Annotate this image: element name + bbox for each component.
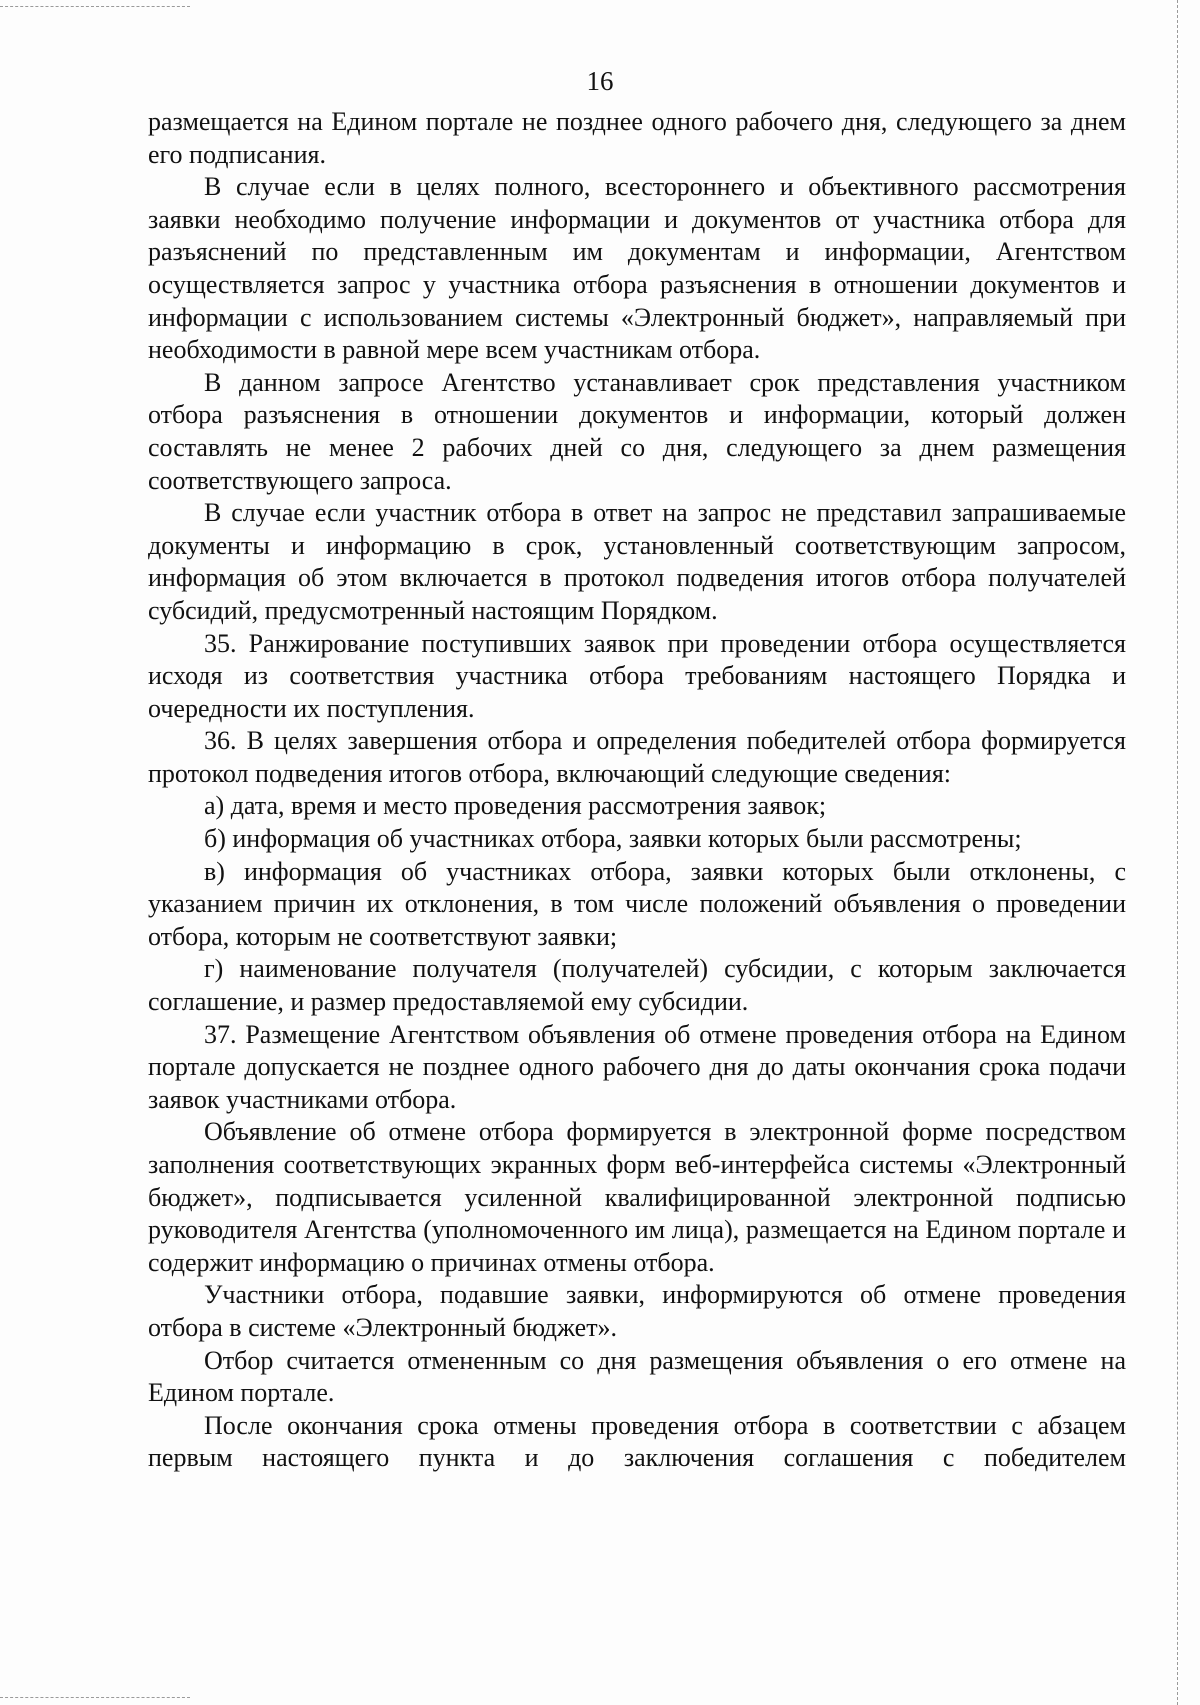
paragraph: В случае если в целях полного, всестороннего и объективного рассмотрения заявки необходимо получение информации и документов от участника отбора для разъяснений по представленным им документам и информации, Агентством осуществляется запрос у участника отбора разъяснения в отношении документов и информации с использованием системы «Электронный бюджет», направляемый при необходимости в равной мере всем участникам отбора. <box>148 172 1126 365</box>
page-number: 16 <box>586 66 614 96</box>
list-item-v: в) информация об участниках отбора, заявки которых были отклонены, с указанием причин их отклонения, в том числе положений объявления о проведении отбора, которым не соответствуют заявки; <box>148 856 1126 951</box>
paragraph: размещается на Едином портале не позднее одного рабочего дня, следующего за днем его подписания. <box>148 107 1126 169</box>
scan-edge-right <box>1176 0 1178 1705</box>
paragraph-item-36: 36. В целях завершения отбора и определения победителей отбора формируется протокол подведения итогов отбора, включающий следующие сведения: <box>148 726 1126 788</box>
scan-edge-top <box>0 6 190 8</box>
list-item-a: а) дата, время и место проведения рассмотрения заявок; <box>204 791 827 821</box>
paragraph: Отбор считается отмененным со дня размещения объявления о его отмене на Едином портале. <box>148 1345 1126 1408</box>
paragraph: Участники отбора, подавшие заявки, информируются об отмене проведения отбора в системе «Электронный бюджет». <box>148 1280 1126 1342</box>
paragraph: В данном запросе Агентство устанавливает срок представления участником отбора разъяснения в отношении документов и информации, который должен составлять не менее 2 рабочих дней со дня, следующего за днем размещения соответствующего запроса. <box>148 367 1126 495</box>
scan-edge-bottom <box>0 1697 190 1699</box>
paragraph: В случае если участник отбора в ответ на запрос не представил запрашиваемые документы и информацию в срок, установленный соответствующим запросом, информация об этом включается в протокол подведения итогов отбора получателей субсидий, предусмотренный настоящим Порядком. <box>148 498 1126 625</box>
paragraph-item-37: 37. Размещение Агентством объявления об отмене проведения отбора на Едином портале допускается не позднее одного рабочего дня до даты окончания срока подачи заявок участниками отбора. <box>148 1019 1126 1114</box>
list-item-g: г) наименование получателя (получателей) субсидии, с которым заключается соглашение, и размер предоставляемой ему субсидии. <box>148 954 1126 1017</box>
document-body <box>148 106 1126 1475</box>
paragraph: Объявление об отмене отбора формируется в электронной форме посредством заполнения соответствующих экранных форм веб-интерфейса системы «Электронный бюджет», подписывается усиленной квалифицированной электронной подписью руководителя Агентства (уполномоченного им лица), размещается на Едином портале и содержит информацию о причинах отмены отбора. <box>148 1117 1126 1277</box>
paragraph-item-35: 35. Ранжирование поступивших заявок при проведении отбора осуществляется исходя из соответствия участника отбора требованиям настоящего Порядка и очередности их поступления. <box>148 628 1126 723</box>
list-item-b: б) информация об участниках отбора, заявки которых были рассмотрены; <box>204 824 1022 854</box>
paragraph: После окончания срока отмены проведения отбора в соответствии с абзацем первым настоящего пункта и до заключения соглашения с победителем <box>148 1410 1126 1473</box>
